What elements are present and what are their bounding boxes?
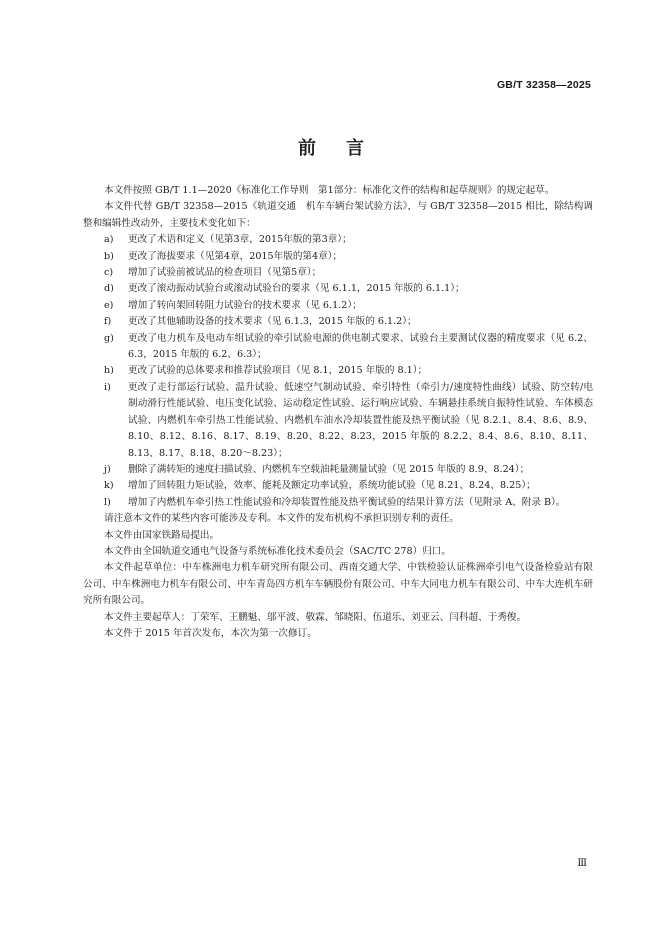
change-item — [83, 495, 593, 511]
change-item-text: 更改了试验的总体要求和推荐试验项目（见 8.1，2015 年版的 8.1）； — [128, 365, 428, 377]
change-item-label: f) — [104, 316, 112, 328]
change-item-label: j) — [104, 463, 111, 475]
change-item — [83, 462, 593, 478]
change-item-text: 更改了走行部运行试验、温升试验、低速空气制动试验、牵引特性（牵引力/速度特性曲线）试验、防空转/电制动滑行性能试验、电压变化试验、运动稳定性试验、运行响应试验、车辆悬挂系统自振特性试验、车体模态试验、内燃机车牵引热工性能试验、内燃机车油水冷却装置性能及热平衡试验（见 8.2.1、8.4、8.6、8.9、8.10、8.12、8.16、8.17、8.19、8.20、8.22、8.23，2015 年版的 8.2.2、8.4、8.6、8.10、8.11、8.13、8.17、8.18、8.20～8.23）； — [128, 381, 593, 459]
change-item-label: d) — [104, 283, 114, 295]
intro-paragraph: 本文件按照 GB/T 1.1—2020《标准化工作导则 第1部分：标准化文件的结构和起草规则》的规定起草。 — [104, 185, 555, 196]
change-item-label: h) — [104, 365, 114, 377]
intro-paragraph: 本文件代替 GB/T 32358—2015《轨道交通 机车车辆台架试验方法》，与 GB/T 32358—2015 相比，除结构调整和编辑性改动外，主要技术变化如下： — [83, 201, 593, 229]
change-item-label: b) — [104, 250, 114, 262]
change-item-text: 增加了试验前被试品的检查项目（见第5章）； — [128, 267, 322, 279]
change-item — [83, 478, 593, 494]
change-list — [83, 232, 593, 511]
change-item — [83, 298, 593, 314]
drafters: 本文件主要起草人：丁荣军、王鹏魁、邬平波、敬霖、邹晓阳、伍道乐、刘亚云、闫科超、于秀俊。 — [104, 611, 527, 623]
change-item-text: 增加了回转阻力矩试验，效率、能耗及额定功率试验，系统功能试验（见 8.21、8.24、8.25）； — [128, 480, 536, 492]
change-item-text: 更改了术语和定义（见第3章，2015年版的第3章）； — [128, 234, 352, 246]
publication-history: 本文件于 2015 年首次发布，本次为第一次修订。 — [104, 627, 317, 639]
change-item-text: 更改了海拔要求（见第4章，2015年版的第4章）； — [128, 250, 343, 262]
drafting-units: 本文件起草单位：中车株洲电力机车研究所有限公司、西南交通大学、中铁检验认证株洲牵引电气设备检验站有限公司、中车株洲电力机车有限公司、中车青岛四方机车车辆股份有限公司、中车大同电力机车有限公司、中车大连机车研究所有限公司。 — [83, 562, 593, 607]
change-item-label: i) — [104, 381, 111, 393]
patent-notice: 请注意本文件的某些内容可能涉及专利。本文件的发布机构不承担识别专利的责任。 — [104, 513, 459, 525]
proposer-statement: 本文件由国家铁路局提出。 — [104, 529, 220, 541]
change-item-text: 增加了内燃机车牵引热工性能试验和冷却装置性能及热平衡试验的结果计算方法（见附录 A、附录 B）。 — [128, 496, 566, 508]
change-item — [83, 265, 593, 281]
change-item-label: l) — [104, 496, 111, 508]
change-item — [83, 331, 593, 364]
change-item — [83, 232, 593, 248]
standard-code: GB/T 32358—2025 — [496, 79, 591, 91]
change-item-text: 更改了滚动振动试验台或滚动试验台的要求（见 6.1.1，2015 年版的 6.1.1）； — [128, 283, 465, 295]
change-item — [83, 363, 593, 379]
change-item-text: 更改了其他辅助设备的技术要求（见 6.1.3，2015 年版的 6.1.2）； — [128, 316, 417, 328]
change-item-text: 更改了电力机车及电动车组试验的牵引试验电源的供电制式要求、试验台主要测试仪器的精度要求（见 6.2、6.3，2015 年版的 6.2、6.3）； — [128, 332, 593, 361]
change-item-label: a) — [104, 234, 114, 246]
change-item-text: 增加了转向架回转阻力试验台的技术要求（见 6.1.2）； — [128, 299, 362, 311]
change-item-text: 删除了满转矩的速度扫描试验、内燃机车空载油耗量测量试验（见 2015 年版的 8.9、8.24）； — [128, 463, 530, 475]
foreword-body — [83, 183, 593, 642]
committee-statement: 本文件由全国轨道交通电气设备与系统标准化技术委员会（SAC/TC 278）归口。 — [104, 545, 451, 557]
change-item — [83, 314, 593, 330]
page-number: Ⅲ — [577, 858, 587, 869]
change-item-label: c) — [104, 267, 114, 279]
page-title: 前言 — [298, 138, 394, 159]
change-item — [83, 281, 593, 297]
change-item-label: k) — [104, 480, 114, 492]
change-item — [83, 249, 593, 265]
change-item — [83, 380, 593, 462]
change-item-label: e) — [104, 299, 114, 311]
change-item-label: g) — [104, 332, 114, 344]
